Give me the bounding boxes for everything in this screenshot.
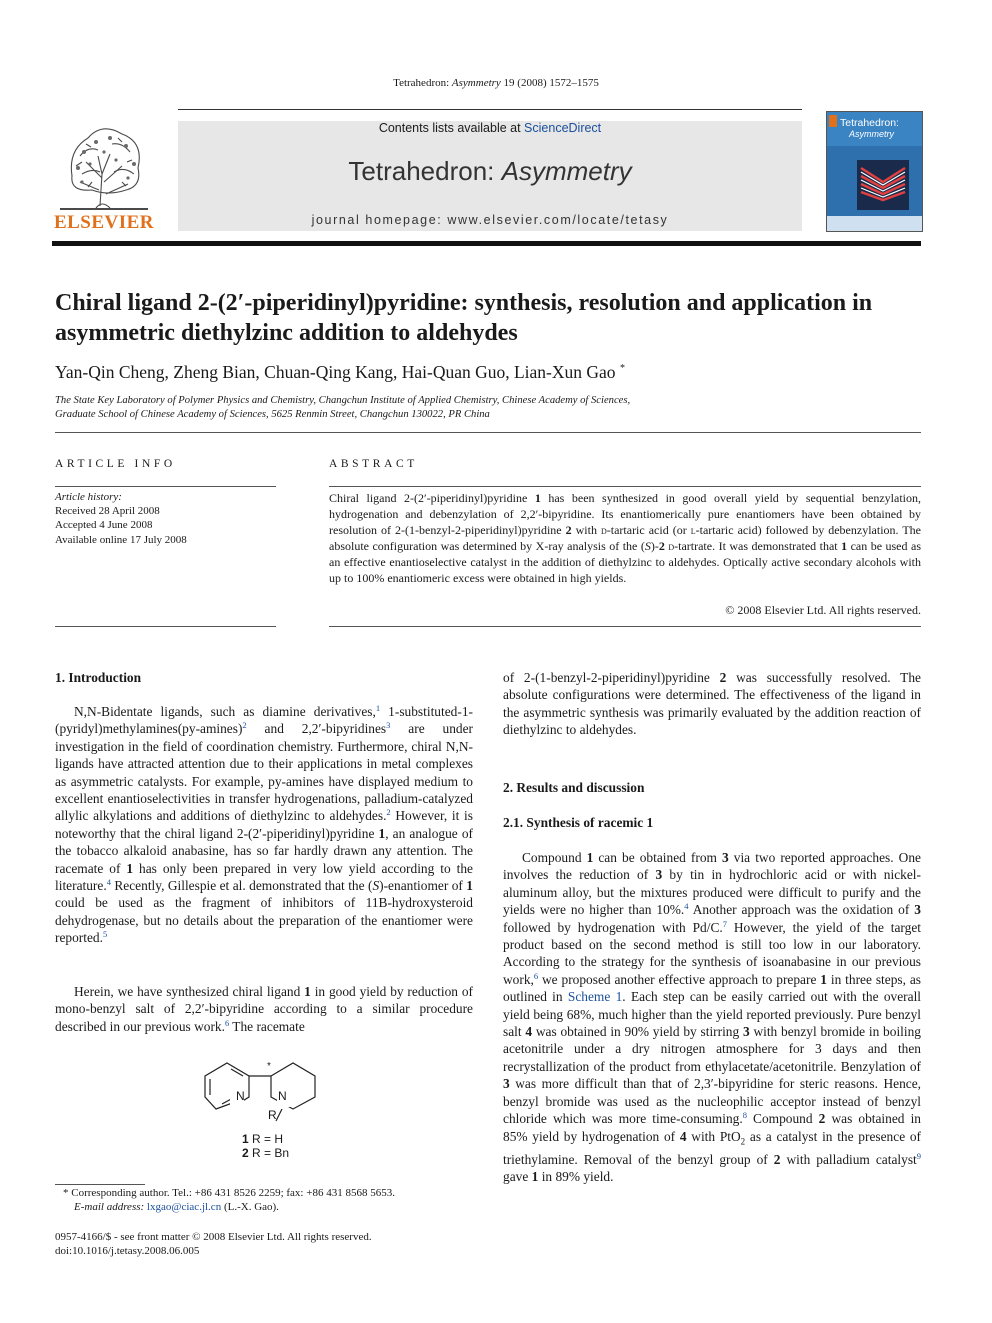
contents-line	[178, 121, 802, 135]
citation-ref-3[interactable]: 3	[386, 720, 391, 731]
author-list	[55, 362, 925, 383]
footnote-contact: Corresponding author. Tel.: +86 431 8526 2259; fax: +86 431 8568 5653.	[68, 1187, 395, 1199]
citation-ref-9[interactable]: 9	[916, 1150, 922, 1161]
footnote-rule	[55, 1184, 145, 1185]
article-info-heading: ARTICLE INFO	[55, 458, 176, 470]
corresponding-author-footnote	[55, 1186, 473, 1215]
citation-ref-7[interactable]: 7	[722, 918, 728, 929]
citation-ref-5[interactable]: 5	[102, 929, 108, 940]
abstract-rule-top	[329, 486, 921, 487]
affiliation-line-1: The State Key Laboratory of Polymer Physics and Chemistry, Changchun Institute of Applied Chemistry, Chinese Academy of Sciences,	[55, 395, 631, 406]
issn-line: 0957-4166/$ - see front matter © 2008 Elsevier Ltd. All rights reserved.	[55, 1231, 372, 1243]
received-date: Received 28 April 2008	[55, 505, 160, 518]
stereocenter-mark: *	[267, 1061, 271, 1072]
citation-journal: Tetrahedron:	[393, 77, 452, 89]
intro-paragraph-2-continued: of 2-(1-benzyl-2-piperidinyl)pyridine 2 was successfully resolved. The absolute configurations were determined. The effectiveness of the ligand in the asymmetric synthesis was primarily evaluated by the addition reaction of diethylzinc to aldehydes.	[503, 670, 921, 738]
abstract-rule-bottom	[329, 626, 921, 627]
journal-name-italic: Asymmetry	[501, 156, 632, 186]
citation-ref-2b[interactable]: 2	[386, 807, 391, 818]
corresponding-author-mark[interactable]: *	[619, 363, 625, 374]
citation-ref-4b[interactable]: 4	[684, 901, 689, 912]
history-label: Article history:	[55, 491, 122, 503]
citation-ref-1[interactable]: 1	[375, 703, 381, 713]
citation-ref-2[interactable]: 2	[242, 720, 247, 731]
elsevier-wordmark: ELSEVIER	[53, 212, 155, 233]
citation-ref-4[interactable]: 4	[106, 877, 111, 888]
header-rule	[178, 109, 802, 110]
citation-ref-6[interactable]: 6	[224, 1017, 230, 1028]
chemical-structure-figure	[180, 1055, 350, 1165]
section-1-heading: 1. Introduction	[55, 670, 142, 685]
abstract-copyright: © 2008 Elsevier Ltd. All rights reserved.	[725, 603, 921, 617]
header-thick-rule	[52, 241, 921, 246]
affiliation-line-2: Graduate School of Chinese Academy of Sciences, 5625 Renmin Street, Changchun 130022, PR China	[55, 409, 490, 420]
journal-cover	[826, 111, 923, 232]
online-date: Available online 17 July 2008	[55, 533, 187, 546]
footnote-star: *	[63, 1187, 69, 1199]
doi-line[interactable]: doi:10.1016/j.tetasy.2008.06.005	[55, 1245, 200, 1258]
abstract-heading: ABSTRACT	[329, 458, 418, 470]
compound-1-label: 1 R = H	[242, 1132, 284, 1146]
citation-volume-pages: 19 (2008) 1572–1575	[500, 77, 599, 89]
citation-ref-6b[interactable]: 6	[533, 970, 539, 981]
r-group-label: R	[268, 1108, 277, 1122]
article-info-rule-top	[55, 486, 276, 487]
pyridine-nitrogen: N	[236, 1089, 245, 1103]
email-link[interactable]: lxgao@ciac.jl.cn	[146, 1201, 222, 1214]
article-info-rule-bottom	[55, 626, 276, 627]
cover-title: Tetrahedron:	[840, 117, 899, 129]
cover-artwork-icon	[857, 160, 909, 210]
article-history	[55, 490, 276, 547]
accepted-date: Accepted 4 June 2008	[55, 519, 153, 532]
scheme-1-link[interactable]: Scheme 1	[567, 989, 623, 1005]
citation-line	[0, 77, 992, 89]
pyridinyl-piperidine-structure-icon	[180, 1055, 350, 1127]
affiliations	[55, 394, 925, 422]
journal-name	[178, 156, 802, 187]
compound-2-label: 2 R = Bn	[242, 1146, 290, 1160]
email-label: E-mail address:	[74, 1201, 145, 1214]
section-2-1-heading: 2.1. Synthesis of racemic 1	[503, 815, 654, 830]
cover-subtitle: Asymmetry	[849, 129, 894, 139]
abstract-text: Chiral ligand 2-(2′-piperidinyl)pyridine 1 has been synthesized in good overall yield by sequential benzylation, hydrogenation and debenzylation of 2,2′-bipyridine. Its enantiomerically pure enantiomers have been obtained by resolution of 2-(1-benzyl-2-piperidinyl)pyridine 2 with d-tartaric acid (or l-tartaric acid) followed by debenzylation. The absolute configuration was determined by X-ray analysis of the (S)-2 d-tartrate. It was demonstrated that 1 can be used as an effective enantioselective catalyst in the addition of diethylzinc to aldehydes. Optically active secondary alcohols with up to 100% enantiomeric excess were obtained in high yields.	[329, 491, 921, 585]
cover-footer-band	[827, 216, 922, 231]
email-suffix: (L.-X. Gao).	[221, 1201, 279, 1214]
synthesis-paragraph: Compound 1 can be obtained from 3 via two reported approaches. One involves the reduction of 3 by tin in hydrochloric acid or with nickel-aluminum alloy, but the mixtures produced were difficult to purify and the yields were no higher than 10%.$^4$ Another approach was the oxidation of 3 followed by hydrogenation with Pd/C.$^7$ However, the yield of the target product based on the second method is still too low in our laboratory. According to the strategy for the synthesis of isoanabasine in our previous work,$^6$ we proposed another effective approach to prepare 1 in three steps, as outlined in Scheme 1. Each step can be easily carried out with the overall yield being 68%, much higher than the yield reported previously. Pure benzyl salt 4 was obtained in 90% yield by stirring 3 with benzyl bromide in boiling acetonitrile under a dry nitrogen atmosphere for 3 days and then recrystallization of the product from ethylacetate/acetonitrile. Benzylation of 3 was more difficult than that of 2,3′-bipyridine for steric reasons. Hence, benzyl bromide was used as the nucleophilic acceptor instead of benzyl chloride which was more time-consuming.$^8$ Compound 2 was obtained in 85% yield by hydrogenation of 4 with PtO$_2$ as a catalyst in the presence of triethylamine. Removal of the benzyl group of 2 with palladium catalyst$^9$ gave 1 in 89% yield.	[503, 850, 922, 1184]
contents-prefix: Contents lists available at	[378, 121, 525, 135]
section-2-heading: 2. Results and discussion	[503, 780, 645, 795]
article-title: Chiral ligand 2-(2′-piperidinyl)pyridine: synthesis, resolution and application in asymmetric diethylzinc addition to aldehydes	[55, 290, 873, 346]
citation-ref-8[interactable]: 8	[742, 1110, 747, 1121]
front-matter	[55, 1230, 475, 1259]
intro-paragraph-2: Herein, we have synthesized chiral ligand 1 in good yield by reduction of mono-benzyl salt of 2,2′-bipyridine according to a similar procedure described in our previous work.$^6$ The racemate	[55, 984, 473, 1034]
intro-paragraph-1: N,N-Bidentate ligands, such as diamine derivatives,$^1$ 1-substituted-1-(pyridyl)methylamines(py-amines)$^2$ and 2,2′-bipyridines$^3$ are under investigation in the field of coordination chemistry. Furthermore, chiral N,N-ligands have attracted attention due to their applications in metal complexes as asymmetric catalysts. For example, py-amines have displayed medium to excellent enantioselectivities in transfer hydrogenations, palladium-catalyzed allylic alkylations and additions of diethylzinc to aldehydes.$^2$ However, it is noteworthy that the chiral ligand 2-(2′-piperidinyl)pyridine 1, an analogue of the tobacco alkaloid anabasine, has so far hardly drawn any attention. The racemate of 1 has only been prepared in very low yield according to the literature.$^4$ Recently, Gillespie et al. demonstrated that the (S)-enantiomer of 1 could be used as the fragment of inhibitors of 11B-hydroxysteroid dehydrogenase, but no details about the preparation of the enantiomer were reported.$^5$	[55, 703, 473, 946]
sciencedirect-link[interactable]: ScienceDirect	[524, 121, 602, 135]
author-names: Yan-Qin Cheng, Zheng Bian, Chuan-Qing Kang, Hai-Quan Guo, Lian-Xun Gao	[55, 362, 616, 382]
cover-publisher-mark	[829, 115, 837, 127]
journal-homepage[interactable]: journal homepage: www.elsevier.com/locate/tetasy	[311, 213, 669, 227]
affiliation-rule	[55, 432, 921, 433]
piperidine-nitrogen: N	[278, 1089, 287, 1103]
elsevier-logo	[52, 116, 156, 233]
citation-journal-italic: Asymmetry	[451, 77, 501, 89]
journal-name-plain: Tetrahedron:	[348, 156, 502, 186]
